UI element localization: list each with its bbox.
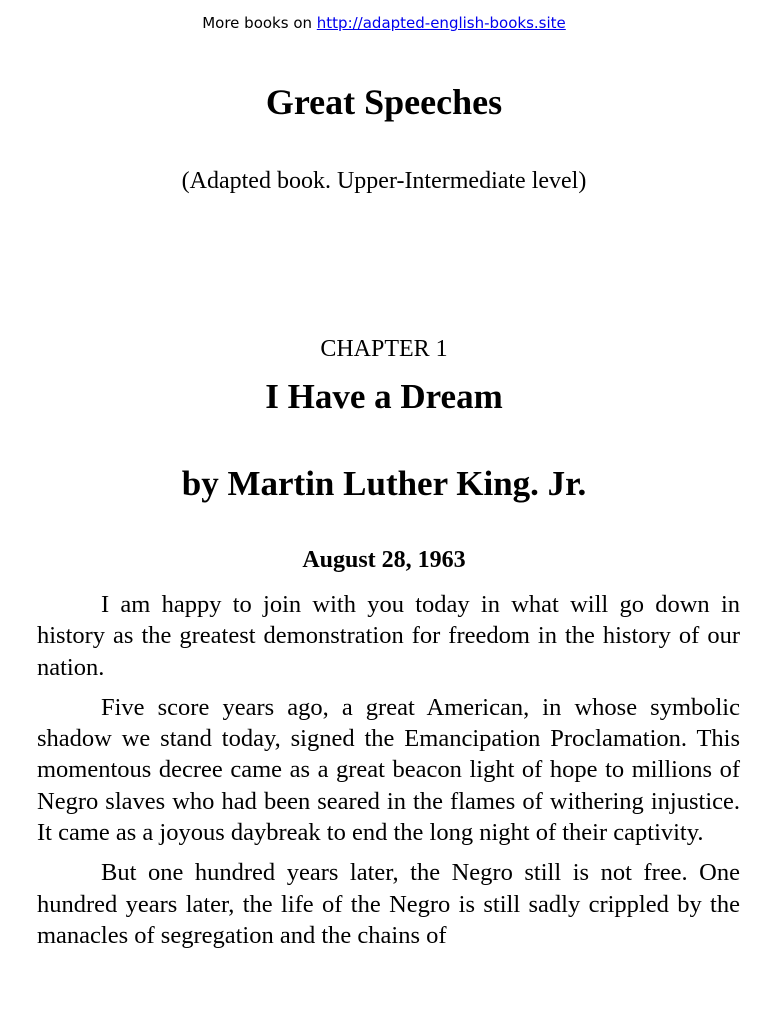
page-header: [0, 12, 768, 34]
paragraph: I am happy to join with you today in what will go down in history as the greatest demonstration for freedom in the history of our nation.: [37, 591, 740, 681]
header-site-link[interactable]: http://adapted-english-books.site: [316, 14, 566, 32]
paragraph: Five score years ago, a great American, in whose symbolic shadow we stand today, signed the Emancipation Proclamation. This momentous decree came as a great beacon light of hope to millions of Negro slaves who had been seared in the flames of withering injustice. It came as a joyous daybreak to end the long night of their captivity.: [37, 693, 740, 847]
chapter-title: I Have a Dream: [265, 377, 503, 416]
book-subtitle: (Adapted book. Upper-Intermediate level): [181, 168, 587, 194]
paragraph: But one hundred years later, the Negro still is not free. One hundred years later, the life of the Negro is still sadly crippled by the manacles of segregation and the chains of: [37, 859, 740, 949]
header-prefix: More books on: [202, 14, 317, 32]
chapter-byline: by Martin Luther King. Jr.: [181, 464, 587, 503]
chapter-label: CHAPTER 1: [320, 336, 448, 362]
book-title: Great Speeches: [265, 82, 503, 122]
body-text: [37, 589, 740, 960]
speech-date: August 28, 1963: [302, 547, 466, 573]
